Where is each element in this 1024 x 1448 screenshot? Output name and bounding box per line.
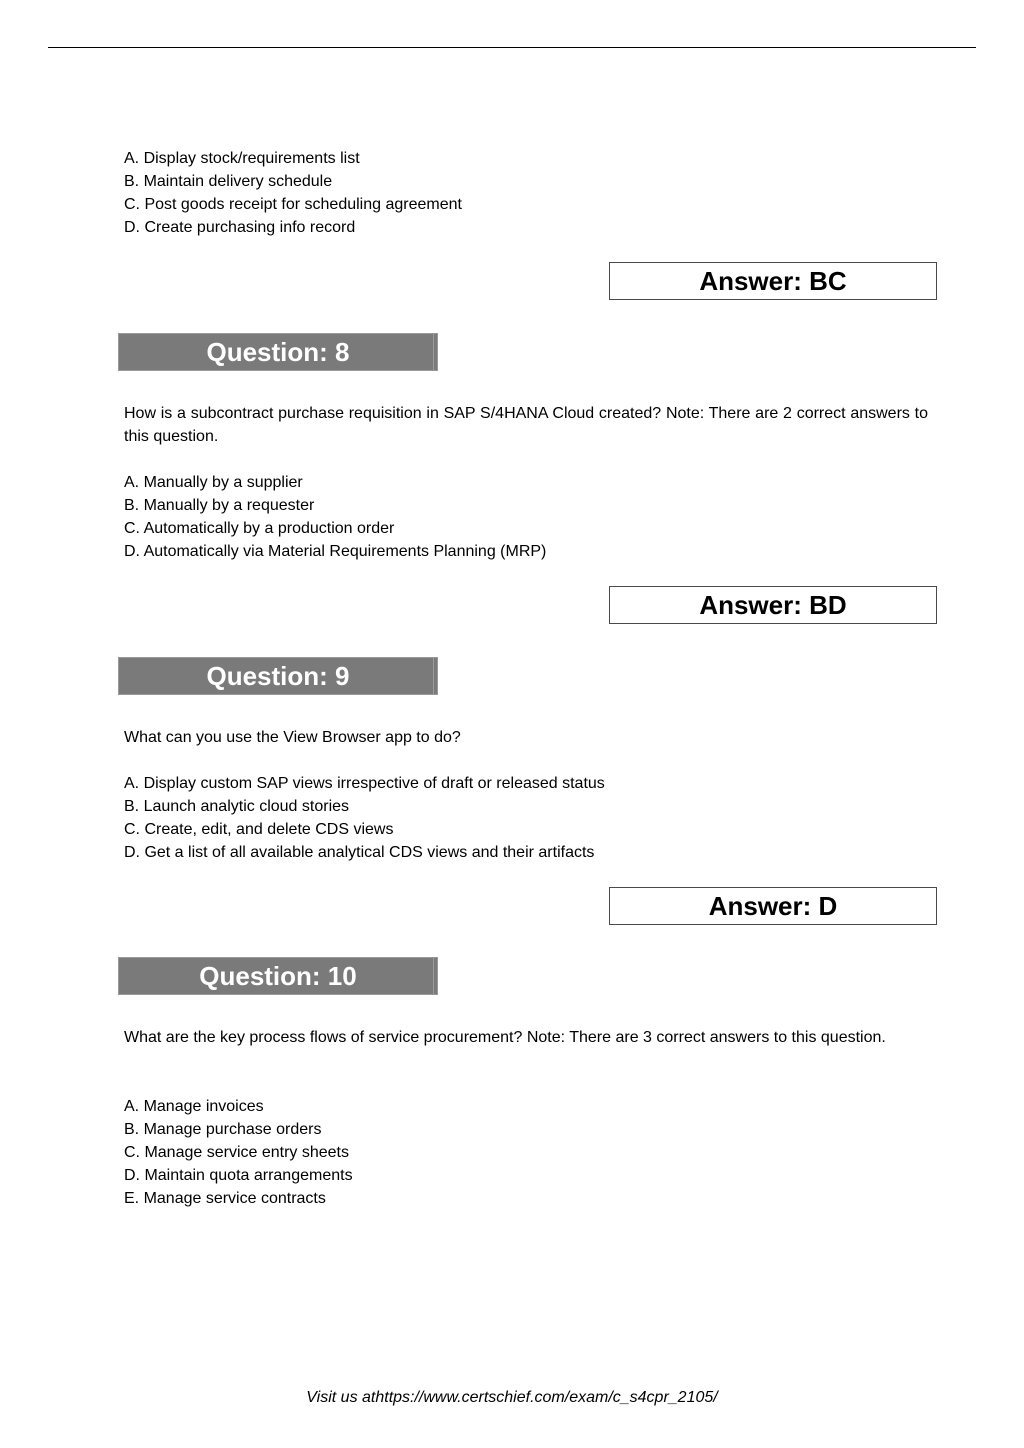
question-10-options	[124, 1095, 353, 1210]
option-d: D. Create purchasing info record	[124, 219, 356, 236]
option-b: B. Maintain delivery schedule	[124, 173, 333, 190]
option-c: C. Automatically by a production order	[124, 520, 395, 537]
question-9-options	[124, 772, 605, 864]
option-c: C. Post goods receipt for scheduling agreement	[124, 196, 462, 213]
question-9-answer: Answer: D	[609, 887, 937, 925]
question-8-options	[124, 471, 546, 563]
prev-question-options	[124, 147, 462, 239]
option-c: C. Create, edit, and delete CDS views	[124, 821, 394, 838]
option-b: B. Launch analytic cloud stories	[124, 798, 350, 815]
option-b: B. Manually by a requester	[124, 497, 315, 514]
option-a: A. Manually by a supplier	[124, 474, 303, 491]
footer-link[interactable]: Visit us athttps://www.certschief.com/exam/c_s4cpr_2105/	[306, 1389, 718, 1406]
option-a: A. Manage invoices	[124, 1098, 264, 1115]
option-d: D. Maintain quota arrangements	[124, 1167, 353, 1184]
question-8-answer: Answer: BD	[609, 586, 937, 624]
option-a: A. Display custom SAP views irrespective of draft or released status	[124, 775, 605, 792]
option-a: A. Display stock/requirements list	[124, 150, 360, 167]
option-d: D. Get a list of all available analytical CDS views and their artifacts	[124, 844, 595, 861]
question-10-text: What are the key process flows of service procurement? Note: There are 3 correct answers to this question.	[124, 1029, 886, 1046]
question-8-text: How is a subcontract purchase requisition in SAP S/4HANA Cloud created? Note: There are 2 correct answers to this question.	[124, 405, 928, 445]
option-c: C. Manage service entry sheets	[124, 1144, 349, 1161]
question-10-title: Question: 10	[118, 957, 438, 995]
prev-question-answer: Answer: BC	[609, 262, 937, 300]
option-b: B. Manage purchase orders	[124, 1121, 322, 1138]
option-d: D. Automatically via Material Requirements Planning (MRP)	[124, 543, 547, 560]
question-8-title: Question: 8	[118, 333, 438, 371]
question-9-title: Question: 9	[118, 657, 438, 695]
question-9-text: What can you use the View Browser app to do?	[124, 729, 461, 746]
header-rule	[48, 47, 976, 48]
option-e: E. Manage service contracts	[124, 1190, 326, 1207]
